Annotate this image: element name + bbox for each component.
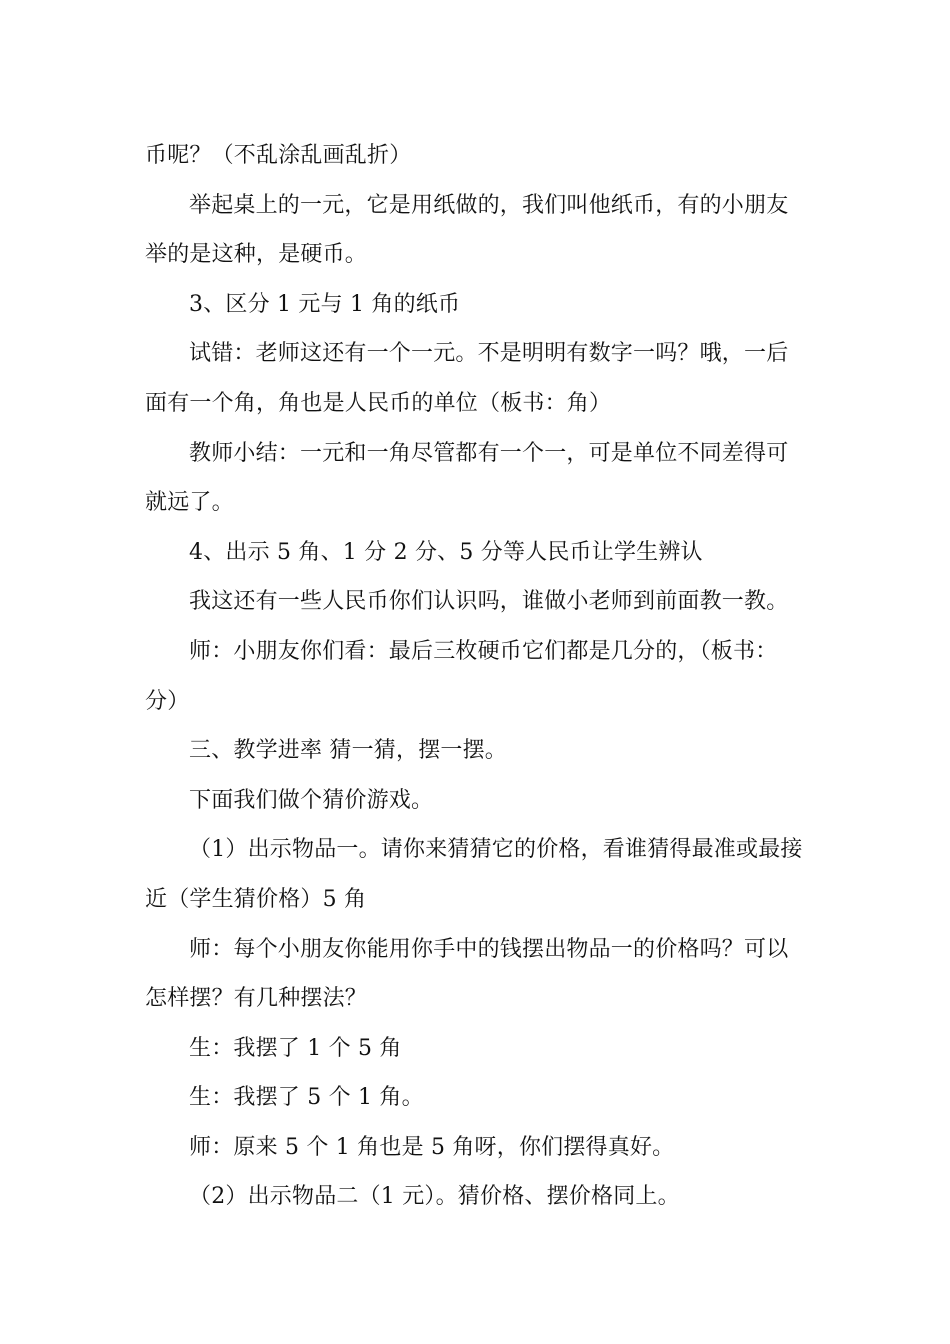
text-line: 教师小结：一元和一角尽管都有一个一，可是单位不同差得可 bbox=[189, 440, 789, 466]
document-body bbox=[145, 131, 810, 1222]
section-heading: 4、出示 5 角、1 分 2 分、5 分等人民币让学生辨认 bbox=[189, 539, 703, 565]
text-line: 近（学生猜价格）5 角 bbox=[145, 886, 367, 912]
text-line: 就远了。 bbox=[145, 490, 234, 516]
text-line: 举起桌上的一元，它是用纸做的，我们叫他纸币，有的小朋友 bbox=[189, 192, 789, 218]
text-line: 师：小朋友你们看：最后三枚硬币它们都是几分的，（板书： bbox=[189, 638, 778, 664]
text-line: 举的是这种，是硬币。 bbox=[145, 242, 368, 268]
text-line: 币呢？（不乱涂乱画乱折） bbox=[145, 143, 412, 168]
text-line: 生：我摆了 1 个 5 角 bbox=[189, 1035, 402, 1061]
text-line: （2）出示物品二（1 元）。猜价格、摆价格同上。 bbox=[189, 1184, 680, 1210]
text-line: 下面我们做个猜价游戏。 bbox=[189, 787, 434, 813]
text-line: 怎样摆？有几种摆法？ bbox=[145, 986, 368, 1012]
text-line: 我这还有一些人民币你们认识吗，谁做小老师到前面教一教。 bbox=[189, 589, 789, 615]
text-line: 师：每个小朋友你能用你手中的钱摆出物品一的价格吗？可以 bbox=[189, 936, 789, 962]
text-line: 面有一个角，角也是人民币的单位（板书：角） bbox=[145, 390, 612, 416]
text-line: （1）出示物品一。请你来猜猜它的价格，看谁猜得最准或最接 bbox=[189, 837, 803, 863]
text-line: 生：我摆了 5 个 1 角。 bbox=[189, 1085, 424, 1111]
text-line: 分） bbox=[145, 688, 190, 714]
section-heading: 三、教学进率 猜一猜，摆一摆。 bbox=[189, 738, 507, 764]
text-line: 试错：老师这还有一个一元。不是明明有数字一吗？哦，一后 bbox=[189, 341, 789, 367]
text-line: 师：原来 5 个 1 角也是 5 角呀，你们摆得真好。 bbox=[189, 1134, 675, 1160]
section-heading: 3、区分 1 元与 1 角的纸币 bbox=[189, 291, 461, 317]
